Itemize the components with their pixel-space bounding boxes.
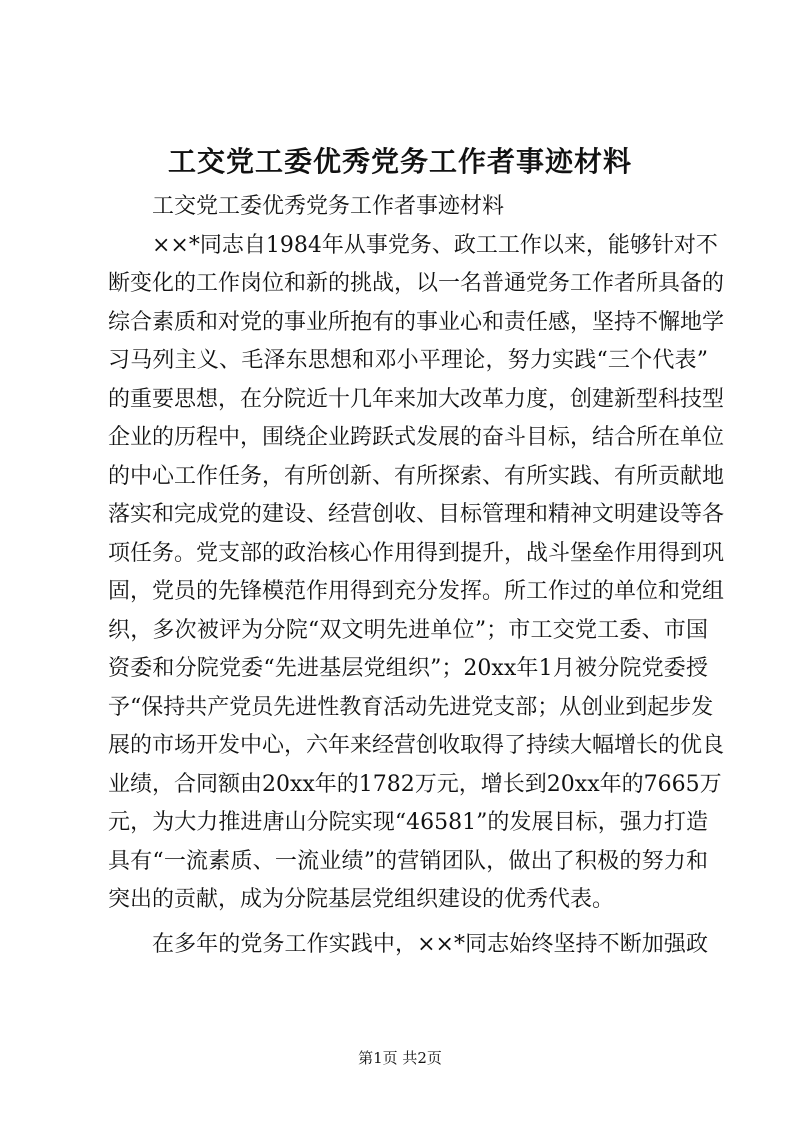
paragraph-1 [108,227,725,920]
paragraph-line: 的中心工作任务，有所创新、有所探索、有所实践、有所贡献地 [108,463,725,489]
document-body [108,188,725,964]
paragraph-line: 织，多次被评为分院“双文明先进单位”；市工交党工委、市国 [108,617,708,643]
paragraph-line: 予“保持共产党员先进性教育活动先进党支部；从创业到起步发 [108,694,714,720]
paragraph-line: 综合素质和对党的事业所抱有的事业心和责任感，坚持不懈地学 [108,309,725,335]
paragraph-line: 在多年的党务工作实践中，××*同志始终坚持不断加强政 [152,931,708,957]
paragraph-line: 业绩，合同额由20xx年的1782万元，增长到20xx年的7665万 [108,771,722,797]
paragraph-line: 习马列主义、毛泽东思想和邓小平理论，努力实践“三个代表” [108,348,708,373]
paragraph-line: 企业的历程中，围绕企业跨跃式发展的奋斗目标，结合所在单位 [108,425,725,450]
paragraph-2 [108,926,708,965]
paragraph-line: 的重要思想，在分院近十几年来加大改革力度，创建新型科技型 [108,386,725,412]
paragraph-line: 元，为大力推进唐山分院实现“46581”的发展目标，强力打造 [108,810,708,835]
paragraph-line: 具有“一流素质、一流业绩”的营销团队，做出了积极的努力和 [108,848,708,874]
document-title: 工交党工委优秀党务工作者事迹材料 [167,145,632,178]
page-number-footer: 第1页 共2页 [358,1049,442,1067]
paragraph-line: 资委和分院党委“先进基层党组织”；20xx年1月被分院党委授 [108,656,708,681]
paragraph-line: 落实和完成党的建设、经营创收、目标管理和精神文明建设等各 [108,502,725,527]
paragraph-line: 断变化的工作岗位和新的挑战，以一名普通党务工作者所具备的 [108,271,725,296]
paragraph-line: 突出的贡献，成为分院基层党组织建设的优秀代表。 [108,887,615,912]
document-subtitle: 工交党工委优秀党务工作者事迹材料 [152,194,505,219]
paragraph-line: 固，党员的先锋模范作用得到充分发挥。所工作过的单位和党组 [108,579,725,604]
paragraph-line: 项任务。党支部的政治核心作用得到提升，战斗堡垒作用得到巩 [108,540,725,566]
paragraph-line: ××*同志自1984年从事党务、政工工作以来，能够针对不 [152,232,718,258]
paragraph-line: 展的市场开发中心，六年来经营创收取得了持续大幅增长的优良 [108,733,725,758]
